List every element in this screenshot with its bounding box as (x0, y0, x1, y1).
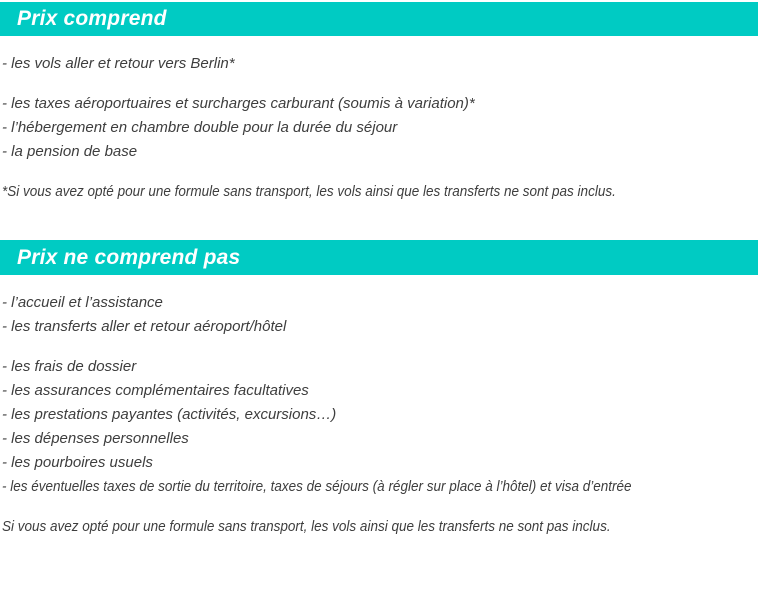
list-item: - les transferts aller et retour aéroport/hôtel (2, 318, 287, 335)
footnote: Si vous avez opté pour une formule sans transport, les vols ainsi que les transferts ne sont pas inclus. (2, 518, 611, 535)
section-body-prix-comprend (0, 36, 758, 204)
list-item: - les éventuelles taxes de sortie du territoire, taxes de séjours (à régler sur place à l’hôtel) et visa d’entrée (2, 478, 632, 495)
section-header-prix-comprend: Prix comprend (0, 2, 758, 36)
section-header-prix-ne-comprend-pas: Prix ne comprend pas (0, 240, 758, 275)
paragraph (2, 52, 758, 76)
paragraph (2, 291, 758, 339)
list-item: - les dépenses personnelles (2, 430, 189, 447)
section-body-prix-ne-comprend-pas (0, 275, 758, 539)
footnote: *Si vous avez opté pour une formule sans transport, les vols ainsi que les transferts ne sont pas inclus. (2, 183, 616, 200)
list-item: - les assurances complémentaires facultatives (2, 382, 309, 399)
list-item: - les taxes aéroportuaires et surcharges carburant (soumis à variation)* (2, 95, 475, 112)
list-item: - les prestations payantes (activités, excursions…) (2, 406, 337, 423)
list-item: - les frais de dossier (2, 358, 137, 375)
paragraph (2, 355, 758, 499)
list-item: - la pension de base (2, 143, 138, 160)
paragraph (2, 515, 758, 539)
paragraph (2, 92, 758, 164)
paragraph (2, 180, 758, 204)
list-item: - les pourboires usuels (2, 454, 153, 471)
list-item: - l’hébergement en chambre double pour la durée du séjour (2, 119, 398, 136)
list-item: - les vols aller et retour vers Berlin* (2, 55, 235, 72)
list-item: - l’accueil et l’assistance (2, 294, 163, 311)
